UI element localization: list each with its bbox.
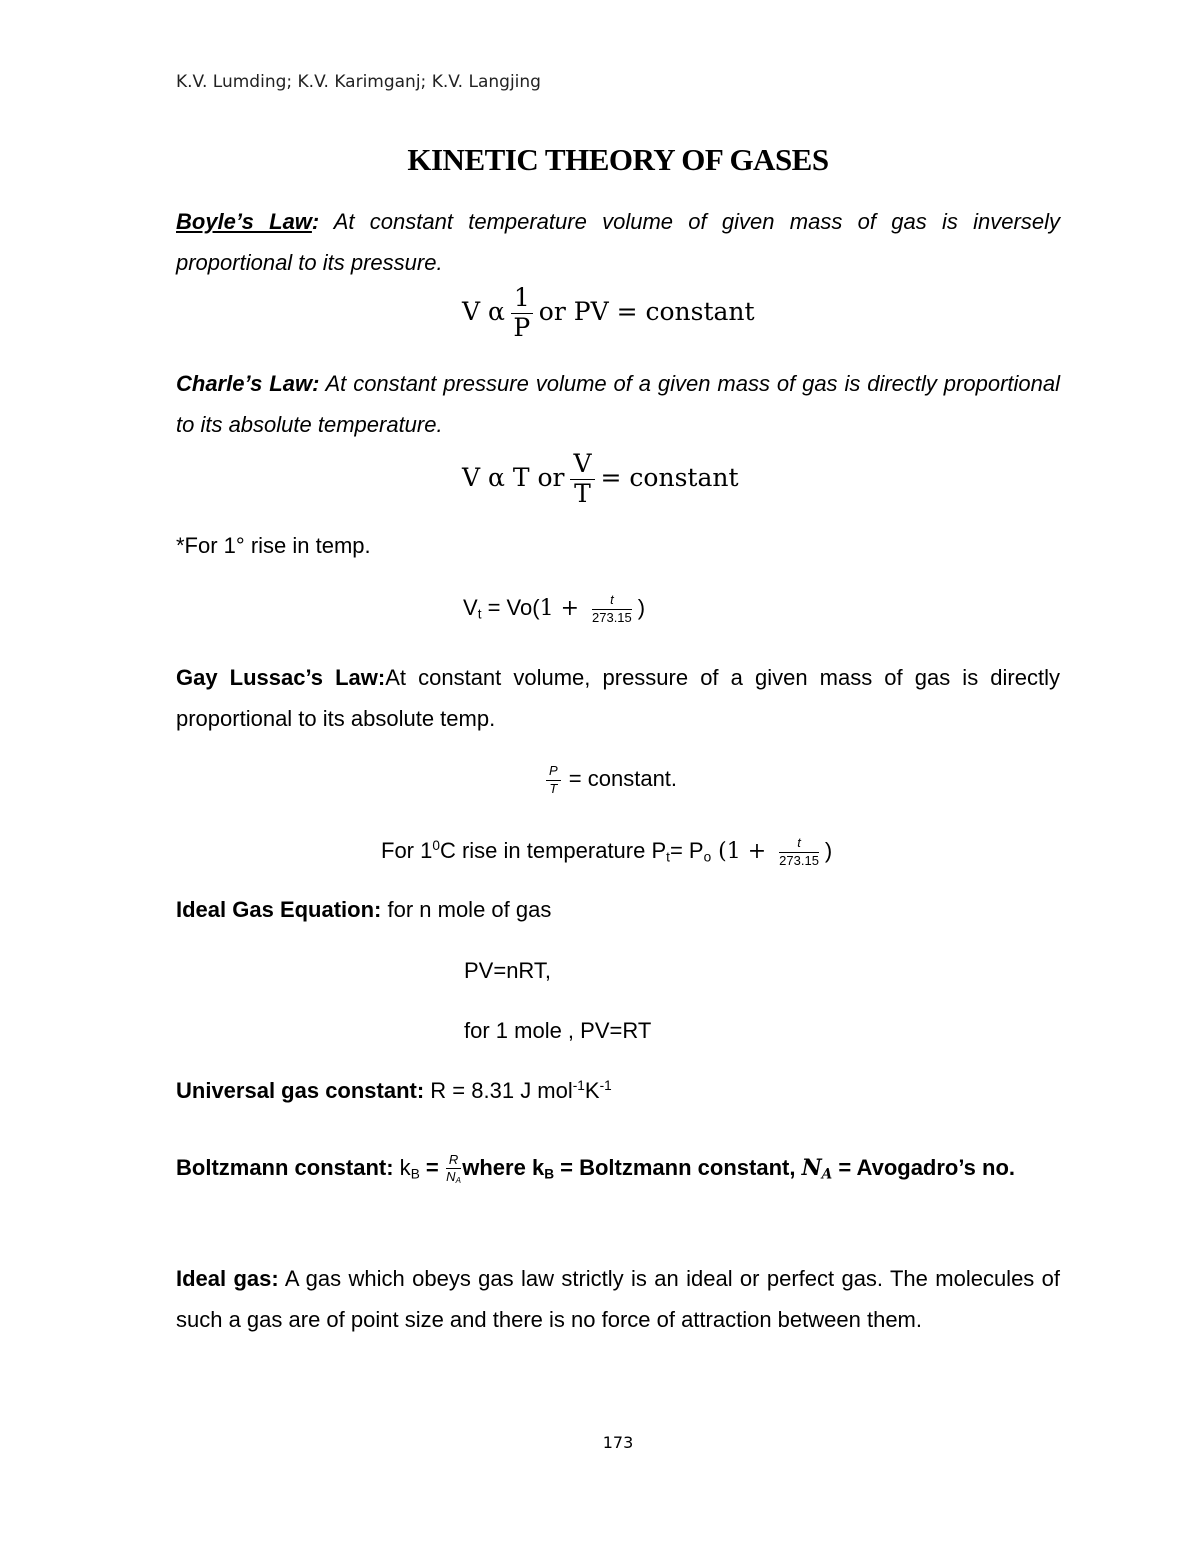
ideal-gas-equation-line2: for 1 mole , PV=RT [464, 1018, 652, 1043]
na-symbol: N [446, 1169, 456, 1185]
fraction-denominator: 273.15 [592, 609, 632, 625]
formula-lhs: V α [462, 296, 505, 326]
boyle-law-label: Boyle’s Law [176, 209, 312, 234]
ideal-gas-equation-label: Ideal Gas Equation: [176, 897, 382, 922]
vt-close: ) [637, 595, 646, 621]
kelvin-symbol: K [584, 1078, 600, 1104]
formula-rhs: = constant [600, 462, 739, 492]
kb-subscript: B [410, 1166, 420, 1182]
formula-rhs: or PV = constant [538, 296, 755, 326]
gay-lussac-rise-formula [381, 835, 832, 870]
fraction [779, 835, 819, 870]
rise-equals: = P [669, 838, 704, 864]
universal-gas-constant-text: R = 8.31 J mol [424, 1078, 573, 1104]
page-title: KINETIC THEORY OF GASES [407, 142, 829, 177]
po-subscript: o [703, 849, 712, 865]
vt-one: 1 + [539, 596, 586, 622]
rise-close: ) [824, 838, 833, 864]
universal-gas-constant [176, 1078, 612, 1104]
boltzmann-constant-paragraph [176, 1139, 1060, 1203]
kelvin-exponent: -1 [599, 1078, 612, 1093]
where-subscript: B [544, 1166, 555, 1182]
ideal-gas-paragraph [176, 1258, 1060, 1340]
fraction [446, 1152, 461, 1187]
page-header: K.V. Lumding; K.V. Karimganj; K.V. Langjing [176, 72, 541, 92]
vt-subscript: t [477, 606, 482, 622]
charles-law-paragraph [176, 363, 1060, 445]
charles-law-formula [462, 450, 739, 509]
boyle-law-paragraph [176, 201, 1060, 283]
boyle-law-text: At constant temperature volume of given mass of gas is inversely proportional to its pressure. [176, 209, 1060, 275]
ideal-gas-text: A gas which obeys gas law strictly is an ideal or perfect gas. The molecules of such a gas are of point size and there is no force of attraction between them. [176, 1266, 1061, 1332]
degree-superscript: 0 [432, 838, 440, 854]
na-subscript: A [821, 1166, 833, 1183]
ideal-gas-label: Ideal gas: [176, 1266, 279, 1291]
rise-open: ( [711, 839, 727, 865]
boltzmann-label: Boltzmann constant: [176, 1155, 394, 1180]
charles-law-text: At constant pressure volume of a given mass of gas is directly proportional to its absolute temperature. [176, 371, 1060, 437]
kb-symbol: k [393, 1155, 411, 1180]
fraction [511, 284, 533, 343]
fraction-denominator: T [574, 478, 591, 508]
fraction-denominator: T [549, 780, 558, 796]
fraction-numerator: t [779, 835, 819, 853]
fraction-denominator [446, 1169, 461, 1186]
gay-lussac-text: At constant volume, pressure of a given mass of gas is directly proportional to its absolute temp. [176, 665, 1060, 731]
fraction [592, 592, 632, 627]
rise-one: 1 + [726, 839, 774, 865]
rise-middle: C rise in temperature P [439, 838, 667, 864]
formula-rhs: = constant. [562, 766, 678, 792]
ideal-gas-equation [176, 897, 551, 923]
fraction-numerator: V [570, 450, 594, 480]
kb-equals: = [419, 1155, 445, 1180]
boyle-law-formula [462, 284, 755, 343]
fraction-numerator: P [546, 763, 561, 781]
gay-lussac-formula [544, 763, 677, 798]
boltzmann-where: where k [462, 1155, 545, 1180]
page-number: 173 [602, 1433, 634, 1452]
fraction-numerator: R [446, 1152, 461, 1170]
universal-gas-constant-label: Universal gas constant: [176, 1078, 425, 1104]
rise-prefix: For 1 [381, 838, 433, 864]
boyle-law-colon: : [311, 209, 320, 234]
vt-formula [463, 592, 645, 627]
formula-lhs: V α T or [462, 462, 565, 492]
fraction-denominator: 273.15 [779, 852, 819, 868]
fraction-numerator: 1 [511, 284, 533, 314]
pt-subscript: t [666, 849, 670, 865]
gay-lussac-paragraph [176, 657, 1060, 739]
charles-note: *For 1° rise in temp. [176, 533, 371, 558]
ideal-gas-equation-line1: PV=nRT, [464, 958, 552, 983]
fraction-numerator: t [592, 592, 632, 610]
ideal-gas-equation-text: for n mole of gas [381, 897, 552, 922]
vt-symbol: V [463, 595, 478, 621]
boltzmann-definition: = Boltzmann constant, [554, 1155, 802, 1180]
fraction [546, 763, 561, 798]
na-symbol: N [801, 1155, 822, 1181]
vt-equals: = Vo( [481, 595, 540, 621]
charles-law-label: Charle’s Law: [176, 371, 320, 396]
mol-exponent: -1 [572, 1078, 585, 1093]
gay-lussac-label: Gay Lussac’s Law: [176, 665, 386, 690]
avogadro-text: = Avogadro’s no. [832, 1155, 1015, 1180]
fraction-denominator: P [513, 312, 531, 342]
fraction [570, 450, 594, 509]
na-subscript: A [455, 1176, 461, 1186]
